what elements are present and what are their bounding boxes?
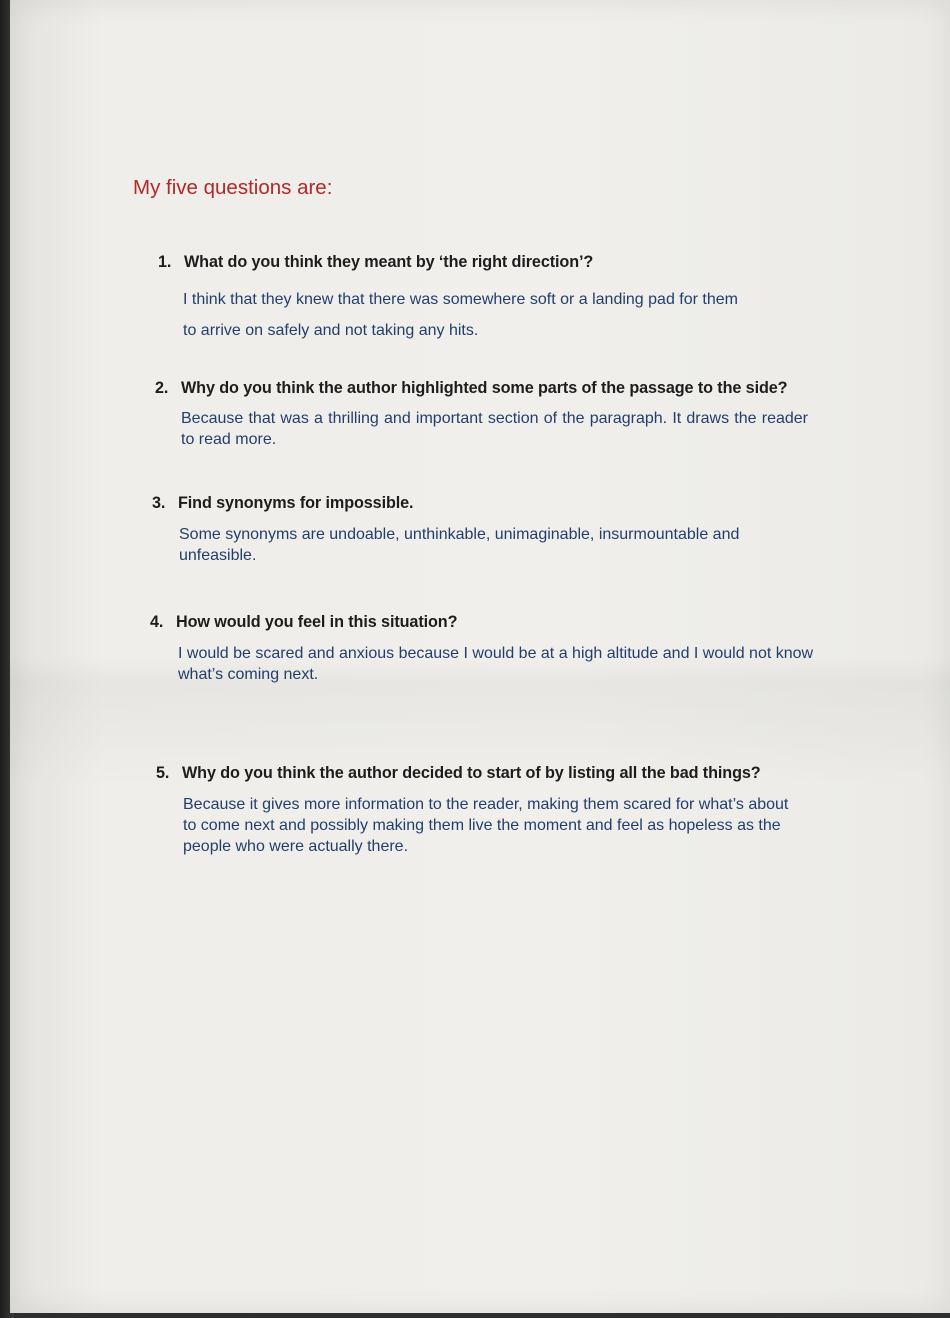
question-item-4 [150,612,814,685]
answer-text: I think that they knew that there was somewhere soft or a landing pad for them to arrive on safely and not taking any hits. [183,291,738,339]
answer-text: I would be scared and anxious because I would be at a high altitude and I would not know what’s coming next. [178,645,814,683]
question-item-5 [156,763,816,857]
question-item-3 [152,493,812,566]
question-item-2 [155,378,815,450]
question-line [158,252,818,272]
question-text: Why do you think the author decided to start of by listing all the bad things? [182,764,761,782]
question-number: 2. [155,379,169,397]
paper-sheet [10,0,950,1313]
answer-text: Because it gives more information to the reader, making them scared for what’s about to come next and possibly making them live the moment and feel as hopeless as the people who were actually there. [183,796,789,855]
question-line [150,612,810,632]
question-number: 5. [156,764,170,782]
question-text: Why do you think the author highlighted some parts of the passage to the side? [181,379,788,397]
question-text: How would you feel in this situation? [176,613,458,631]
question-number: 3. [152,494,166,512]
question-number: 4. [150,613,164,631]
answer-text: Some synonyms are undoable, unthinkable, unimaginable, insurmountable and unfeasible. [179,526,740,564]
question-line [156,763,816,783]
question-text: What do you think they meant by ‘the right direction’? [184,253,594,271]
question-line [152,493,812,513]
question-number: 1. [158,253,172,271]
question-item-1 [158,252,818,346]
page-heading: My five questions are: [133,176,333,199]
answer-text: Because that was a thrilling and important section of the paragraph. It draws the reader to read more. [181,410,808,448]
question-text: Find synonyms for impossible. [178,494,414,512]
question-line [155,378,815,398]
